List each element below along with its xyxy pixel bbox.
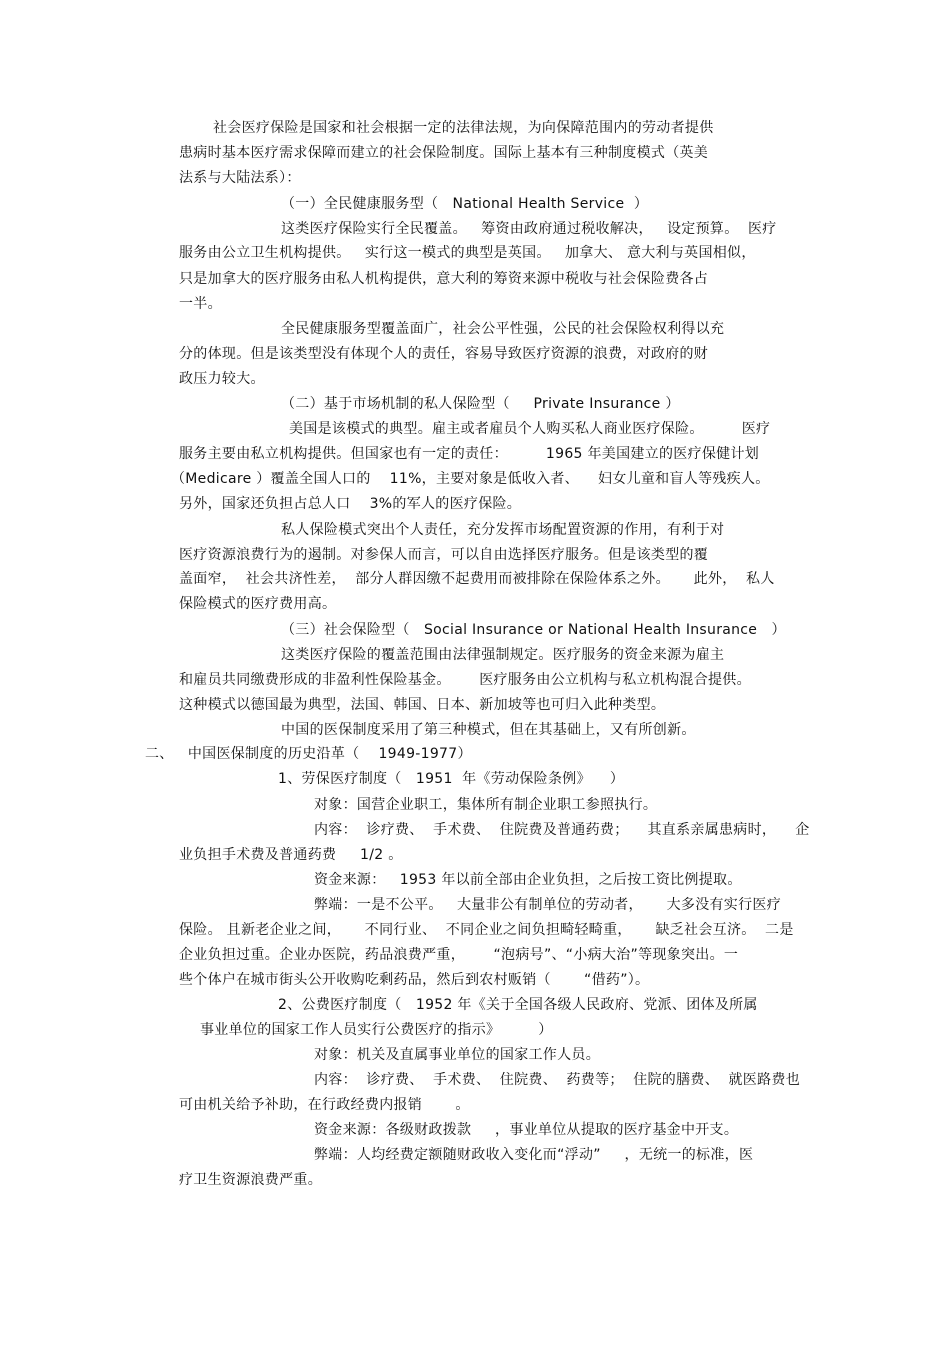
text-line: 资金来源： 1953 年以前全部由企业负担，之后按工资比例提取。 (314, 872, 742, 888)
text-line: 医疗资源浪费行为的遏制。对参保人而言，可以自由选择医疗服务。但是该类型的覆 (179, 547, 709, 563)
text-line: 保险。 且新老企业之间， 不同行业、 不同企业之间负担畸轻畸重， 缺乏社会互济。 二是 (179, 922, 794, 938)
text-line: （Medicare ）覆盖全国人口的 11%，主要对象是低收入者、 妇女儿童和盲人等残疾人。 (171, 471, 770, 487)
text-line: 只是加拿大的医疗服务由私人机构提供，意大利的筹资来源中税收与社会保险费各占 (179, 271, 709, 287)
text-line: 分的体现。但是该类型没有体现个人的责任，容易导致医疗资源的浪费，对政府的财 (179, 346, 709, 362)
text-line: 盖面窄， 社会共济性差， 部分人群因缴不起费用而被排除在保险体系之外。 此外， 私人 (179, 571, 775, 587)
subsection-heading: 2、公费医疗制度（ 1952 年《关于全国各级人民政府、党派、团体及所属 (278, 997, 758, 1013)
text-line: 美国是该模式的典型。雇主或者雇员个人购买私人商业医疗保险。 医疗 (289, 421, 771, 437)
text-line: 弊端：人均经费定额随财政收入变化而“浮动” ，无统一的标准，医 (314, 1147, 754, 1163)
text-line: 保险模式的医疗费用高。 (179, 596, 337, 612)
section-heading: （一）全民健康服务型（ National Health Service ） (281, 196, 649, 212)
section-heading: （三）社会保险型（ Social Insurance or National Health Insurance ） (281, 622, 786, 638)
chapter-heading: 二、 中国医保制度的历史沿革（ 1949-1977） (145, 746, 472, 762)
text-line: 内容： 诊疗费、 手术费、 住院费及普通药费； 其直系亲属患病时， 企 (314, 822, 810, 838)
text-line: 这类医疗保险实行全民覆盖。 筹资由政府通过税收解决， 设定预算。 医疗 (281, 221, 777, 237)
text-line: 全民健康服务型覆盖面广，社会公平性强，公民的社会保险权利得以充 (281, 321, 725, 337)
text-line: 资金来源：各级财政拨款 ，事业单位从提取的医疗基金中开支。 (314, 1122, 739, 1138)
text-line: 社会医疗保险是国家和社会根据一定的法律法规，为向保障范围内的劳动者提供 (213, 120, 714, 136)
text-line: 这种模式以德国最为典型，法国、韩国、日本、新加坡等也可归入此种类型。 (179, 697, 666, 713)
text-line: 疗卫生资源浪费严重。 (179, 1172, 322, 1188)
text-line: 中国的医保制度采用了第三种模式，但在其基础上，又有所创新。 (281, 722, 696, 738)
text-line: 弊端：一是不公平。 大量非公有制单位的劳动者， 大多没有实行医疗 (314, 897, 781, 913)
text-line: 内容： 诊疗费、 手术费、 住院费、 药费等； 住院的膳费、 就医路费也 (314, 1072, 800, 1088)
text-line: 服务由公立卫生机构提供。 实行这一模式的典型是英国。 加拿大、 意大利与英国相似， (179, 245, 756, 261)
text-line: 对象：国营企业职工，集体所有制企业职工参照执行。 (314, 797, 658, 813)
text-line: 企业负担过重。企业办医院，药品浪费严重， “泡病号”、“小病大治”等现象突出。一 (179, 947, 739, 963)
text-line: 服务主要由私立机构提供。但国家也有一定的责任： 1965 年美国建立的医疗保健计划 (179, 446, 760, 462)
text-line: 对象：机关及直属事业单位的国家工作人员。 (314, 1047, 600, 1063)
text-line: 政压力较大。 (179, 371, 265, 387)
text-line: 私人保险模式突出个人责任，充分发挥市场配置资源的作用，有利于对 (281, 522, 725, 538)
subsection-heading: 1、劳保医疗制度（ 1951 年《劳动保险条例》 ） (278, 771, 625, 787)
text-line: 法系与大陆法系）： (179, 170, 301, 186)
text-line: 另外，国家还负担占总人口 3%的军人的医疗保险。 (179, 496, 522, 512)
text-line: 这类医疗保险的覆盖范围由法律强制规定。医疗服务的资金来源为雇主 (281, 647, 725, 663)
text-line: 些个体户在城市街头公开收购吃剩药品，然后到农村贩销（ “借药”）。 (179, 972, 650, 988)
text-line: 患病时基本医疗需求保障而建立的社会保险制度。国际上基本有三种制度模式（英美 (179, 145, 709, 161)
text-line: 和雇员共同缴费形成的非盈利性保险基金。 医疗服务由公立机构与私立机构混合提供。 (179, 672, 751, 688)
text-line: 一半。 (179, 296, 222, 312)
text-line: 可由机关给予补助，在行政经费内报销 。 (179, 1097, 470, 1113)
text-line: 业负担手术费及普通药费 1/2 。 (179, 847, 403, 863)
section-heading: （二）基于市场机制的私人保险型（ Private Insurance ） (281, 396, 680, 412)
text-line: 事业单位的国家工作人员实行公费医疗的指示》 ） (200, 1022, 553, 1038)
